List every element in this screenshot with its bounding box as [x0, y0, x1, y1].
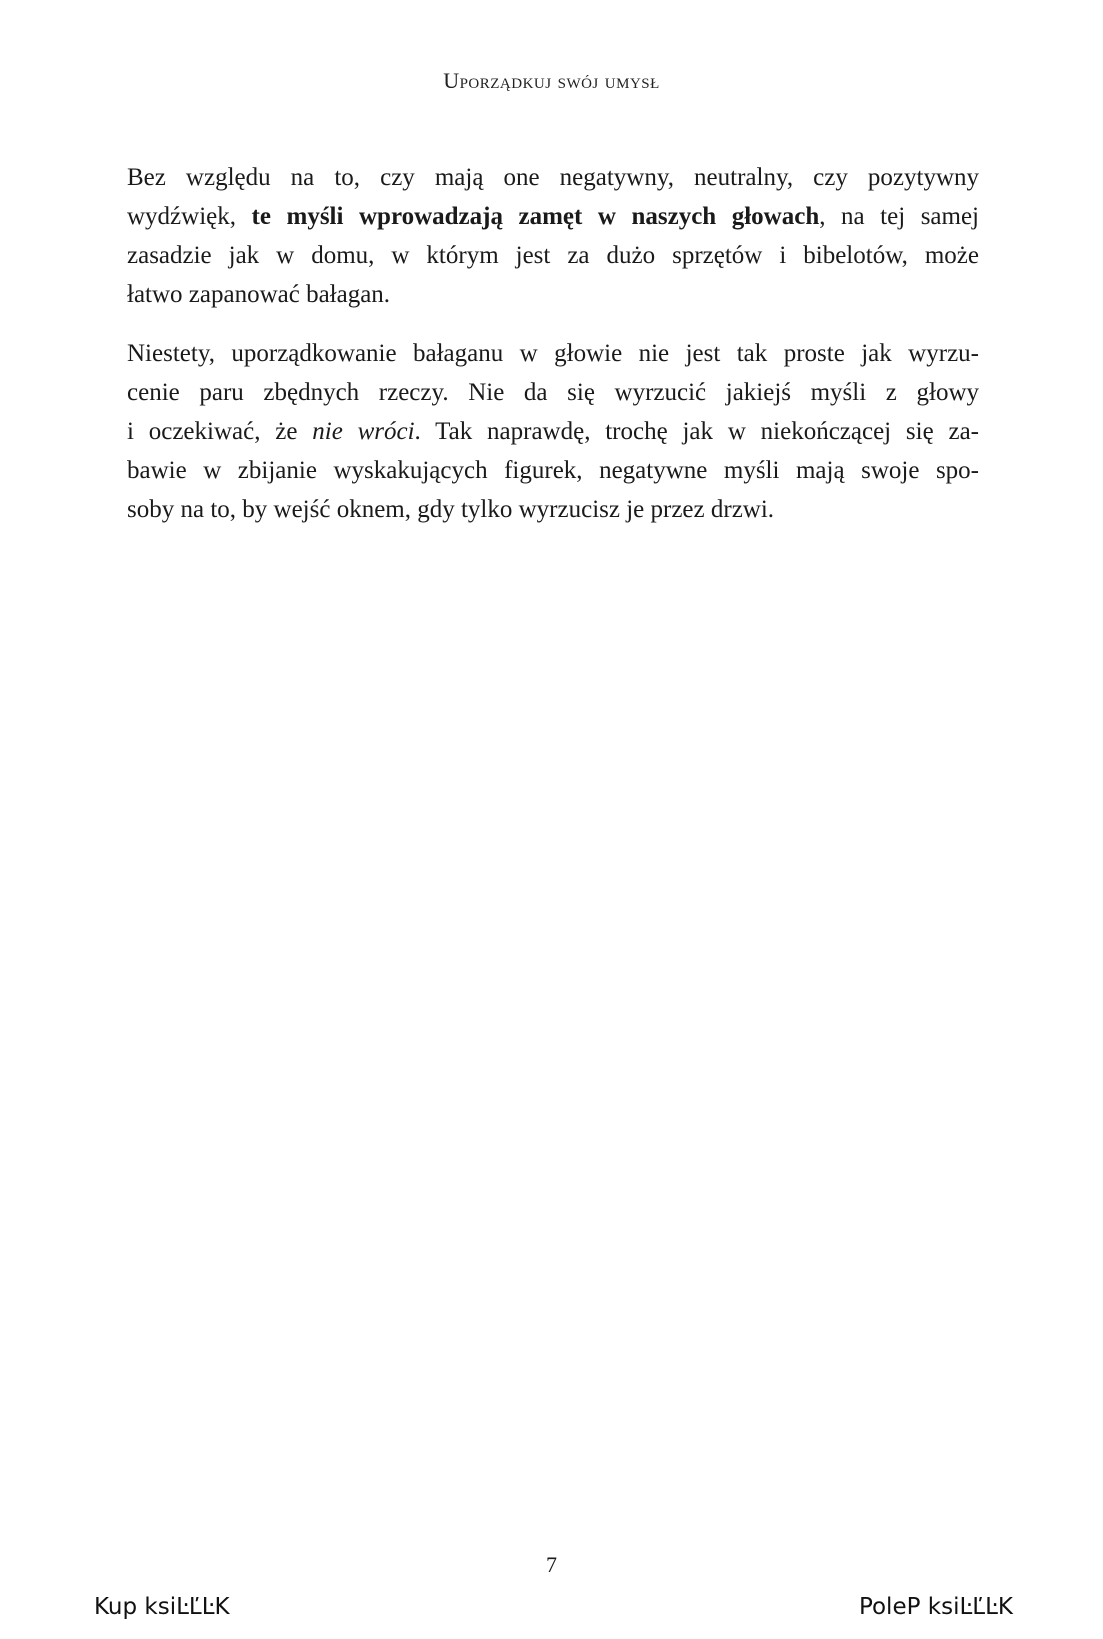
- text-line: soby na to, by wejść oknem, gdy tylko wyrzucisz je przez drzwi.: [127, 496, 775, 523]
- paragraph-1: [127, 158, 979, 314]
- bold-phrase: te myśli wprowadzają zamęt w naszych głowach: [251, 203, 820, 230]
- recommend-book-link[interactable]: PoleP ksiĿĽĿK: [858, 1594, 1013, 1620]
- text-line: Bez względu na to, czy mają one negatywny, neutralny, czy pozytywny: [127, 164, 979, 191]
- text-fragment: i oczekiwać, że: [127, 418, 313, 445]
- text-line: łatwo zapanować bałagan.: [127, 281, 391, 308]
- text-line: bawie w zbijanie wyskakujących figurek, negatywne myśli mają swoje spo-: [127, 457, 979, 484]
- text-fragment: , na tej samej: [819, 203, 980, 230]
- text-line: cenie paru zbędnych rzeczy. Nie da się wyrzucić jakiejś myśli z głowy: [127, 379, 979, 406]
- text-line: Niestety, uporządkowanie bałaganu w głowie nie jest tak proste jak wyrzu-: [127, 340, 979, 367]
- text-line: [127, 197, 979, 236]
- text-fragment: wydźwięk,: [127, 203, 252, 230]
- body-text: [127, 158, 979, 549]
- text-line: [127, 412, 979, 451]
- italic-phrase: nie wróci: [312, 418, 415, 445]
- text-line: zasadzie jak w domu, w którym jest za dużo sprzętów i bibelotów, może: [127, 242, 979, 269]
- paragraph-2: [127, 334, 979, 529]
- page-number: 7: [546, 1552, 557, 1577]
- running-header: Uporządkuj swój umysł: [443, 68, 660, 93]
- buy-book-link[interactable]: Kup ksiĿĽĿK: [94, 1594, 230, 1620]
- text-fragment: . Tak naprawdę, trochę jak w niekończącej się za-: [414, 418, 979, 445]
